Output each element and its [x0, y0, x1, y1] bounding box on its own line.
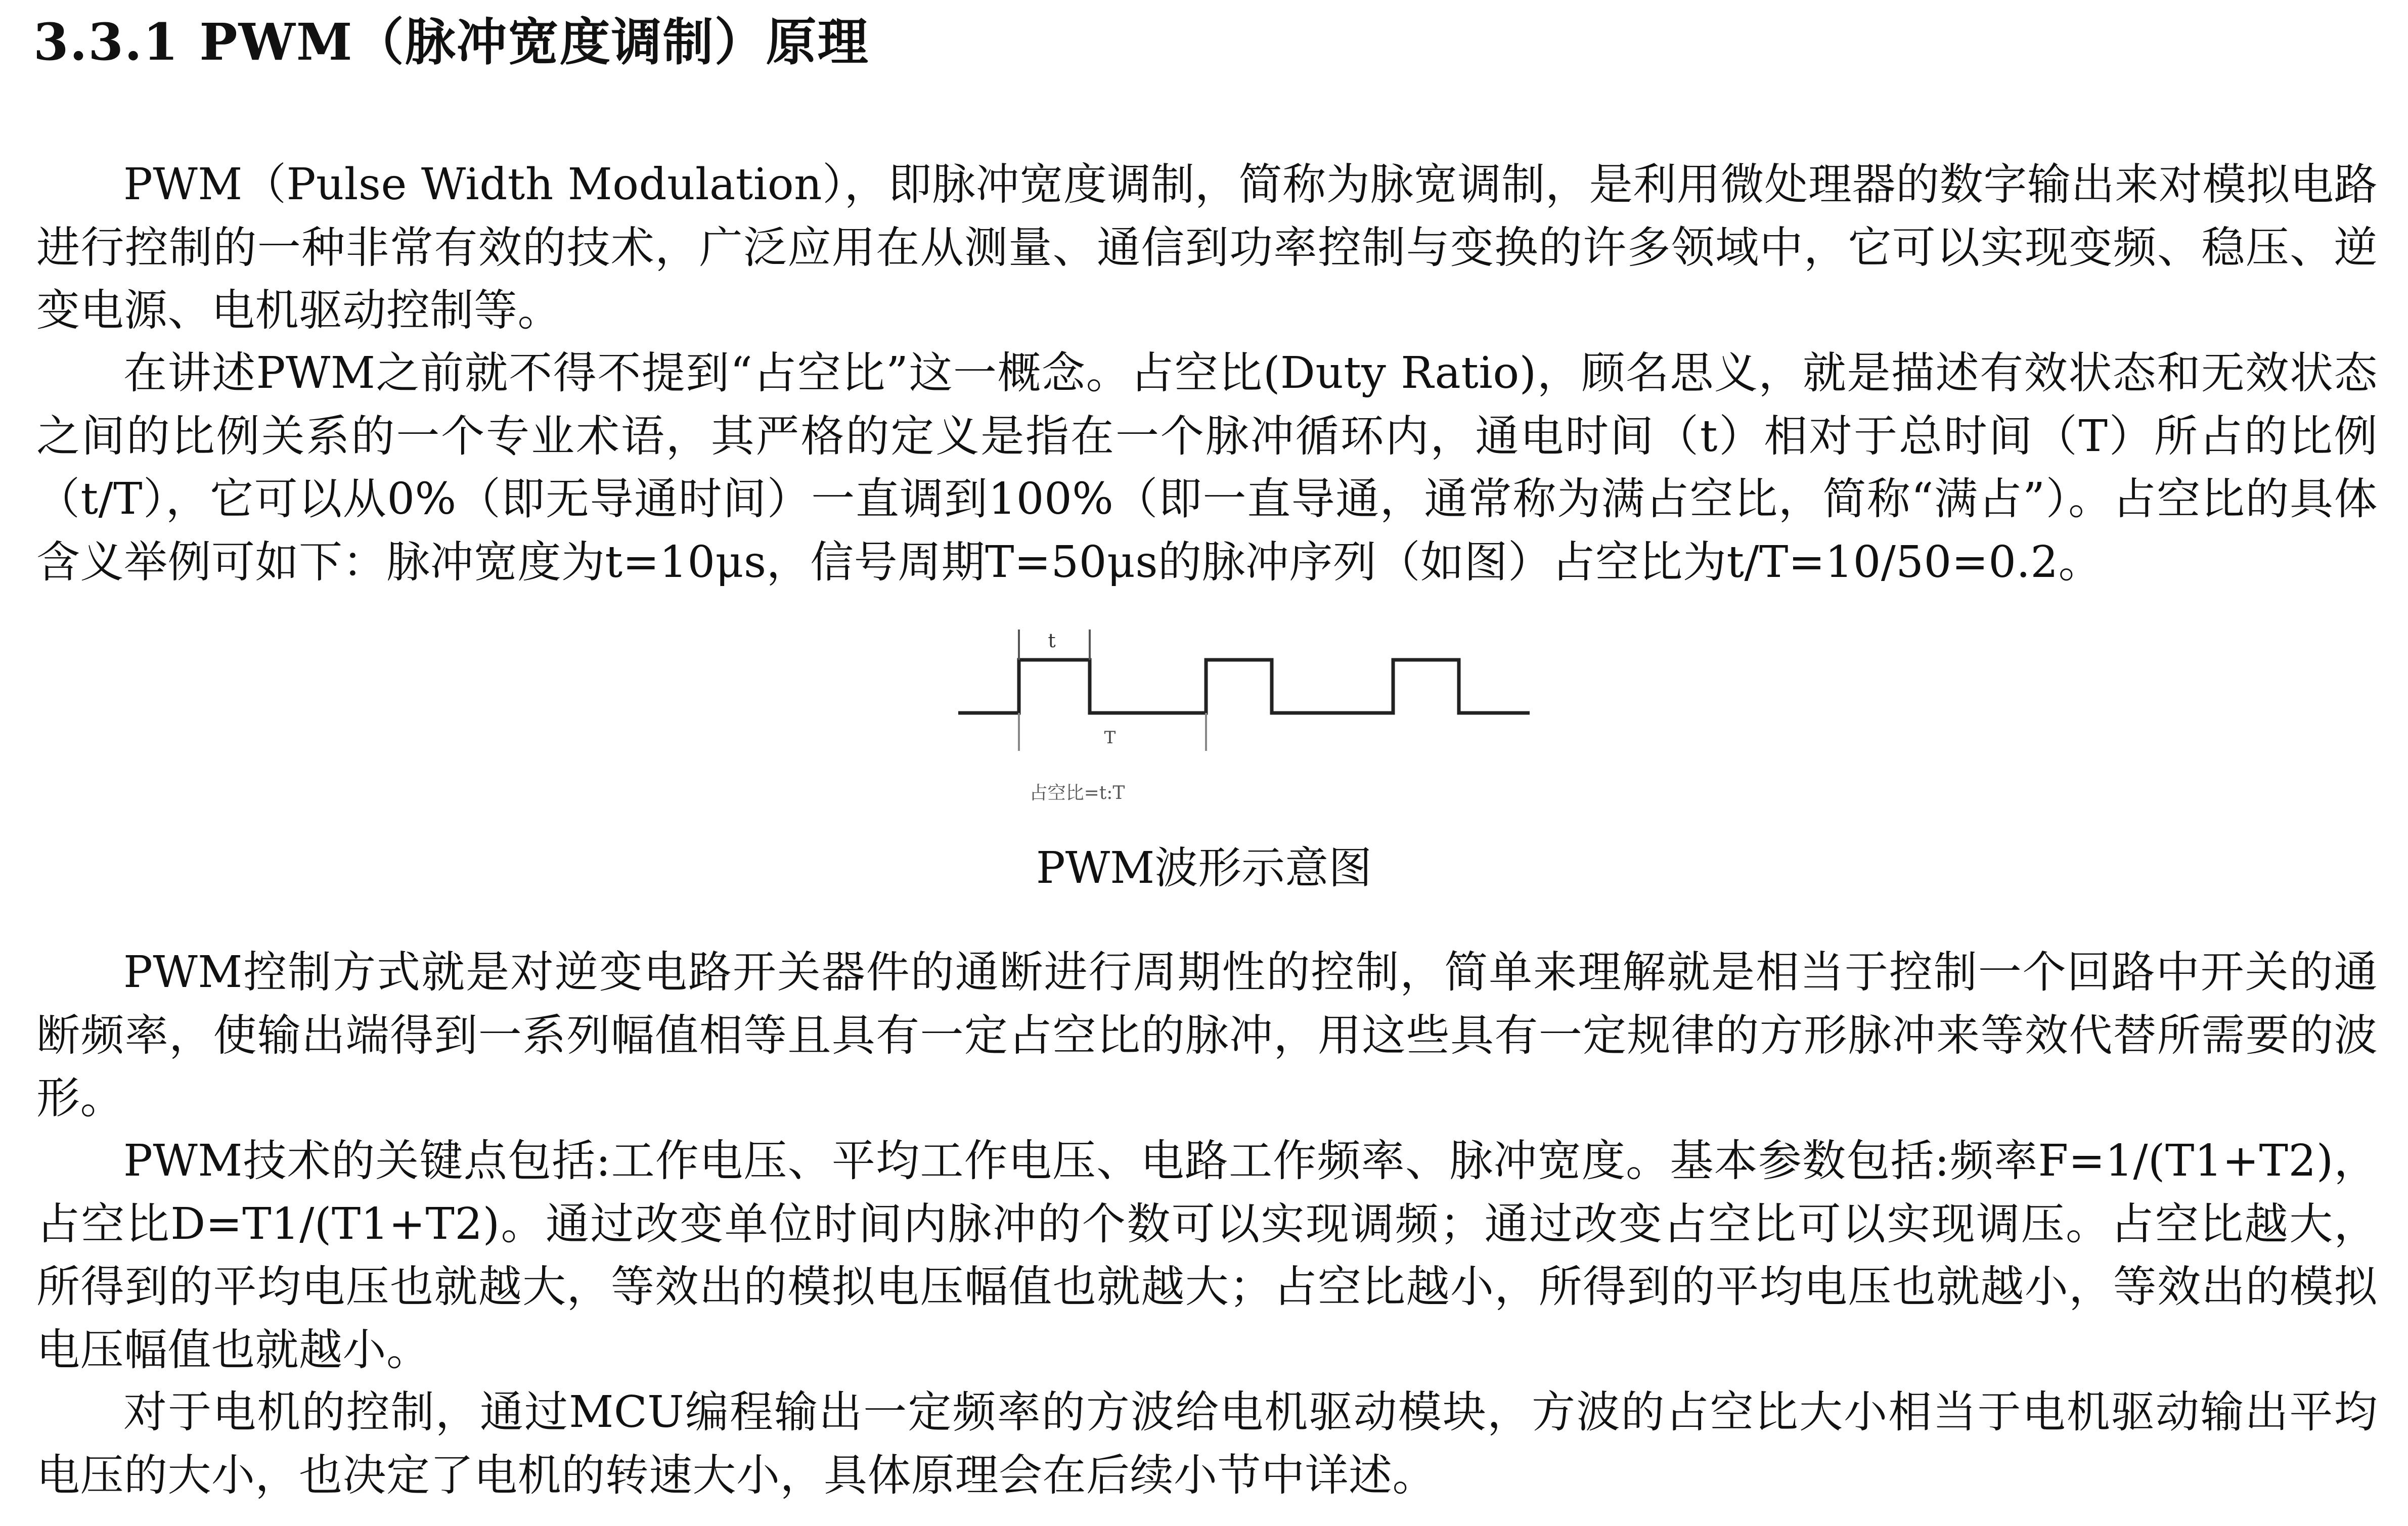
figure-caption: PWM波形示意图	[1036, 843, 1372, 893]
section-number: 3.3.1	[33, 12, 180, 72]
paragraph-duty-ratio: 在讲述PWM之前就不得不提到“占空比”这一概念。占空比(Duty Ratio)，顾名思义，就是描述有效状态和无效状态之间的比例关系的一个专业术语，其严格的定义是指在一个脉冲循环内，通电时间（t）相对于总时间（T）所占的比例（t/T），它可以从0%（即无导通时间）一直调到100%（即一直导通，通常称为满占空比，简称“满占”）。占空比的具体含义举例可如下：脉冲宽度为t=10μs，信号周期T=50μs的脉冲序列（如图）占空比为t/T=10/50=0.2。	[36, 348, 2378, 588]
pwm-waveform-diagram	[951, 619, 1547, 812]
paragraph-pwm-parameters: PWM技术的关键点包括:工作电压、平均工作电压、电路工作频率、脉冲宽度。基本参数包括:频率F=1/(T1+T2)，占空比D=T1/(T1+T2)。通过改变单位时间内脉冲的个数可以实现调频；通过改变占空比可以实现调压。占空比越大，所得到的平均电压也就越大，等效出的模拟电压幅值也就越大；占空比越小，所得到的平均电压也就越小，等效出的模拟电压幅值也就越小。	[36, 1136, 2378, 1375]
paragraph-motor-control: 对于电机的控制，通过MCU编程输出一定频率的方波给电机驱动模块，方波的占空比大小相当于电机驱动输出平均电压的大小，也决定了电机的转速大小，具体原理会在后续小节中详述。	[36, 1387, 2378, 1501]
paragraph-pwm-definition: PWM（Pulse Width Modulation），即脉冲宽度调制，简称为脉宽调制，是利用微处理器的数字输出来对模拟电路进行控制的一种非常有效的技术，广泛应用在从测量、通信到功率控制与变换的许多领域中，它可以实现变频、稳压、逆变电源、电机驱动控制等。	[36, 159, 2378, 336]
period-label: T	[1104, 728, 1116, 748]
t-label: t	[1048, 630, 1056, 652]
section-heading	[33, 4, 869, 80]
section-title: PWM（脉冲宽度调制）原理	[199, 12, 869, 72]
pwm-waveform-figure	[951, 619, 1547, 812]
paragraph-pwm-control: PWM控制方式就是对逆变电路开关器件的通断进行周期性的控制，简单来理解就是相当于控制一个回路中开关的通断频率，使输出端得到一系列幅值相等且具有一定占空比的脉冲，用这些具有一定规律的方形脉冲来等效代替所需要的波形。	[36, 947, 2378, 1124]
duty-ratio-label: 占空比=t:T	[1029, 783, 1125, 803]
square-wave-line	[958, 660, 1530, 713]
